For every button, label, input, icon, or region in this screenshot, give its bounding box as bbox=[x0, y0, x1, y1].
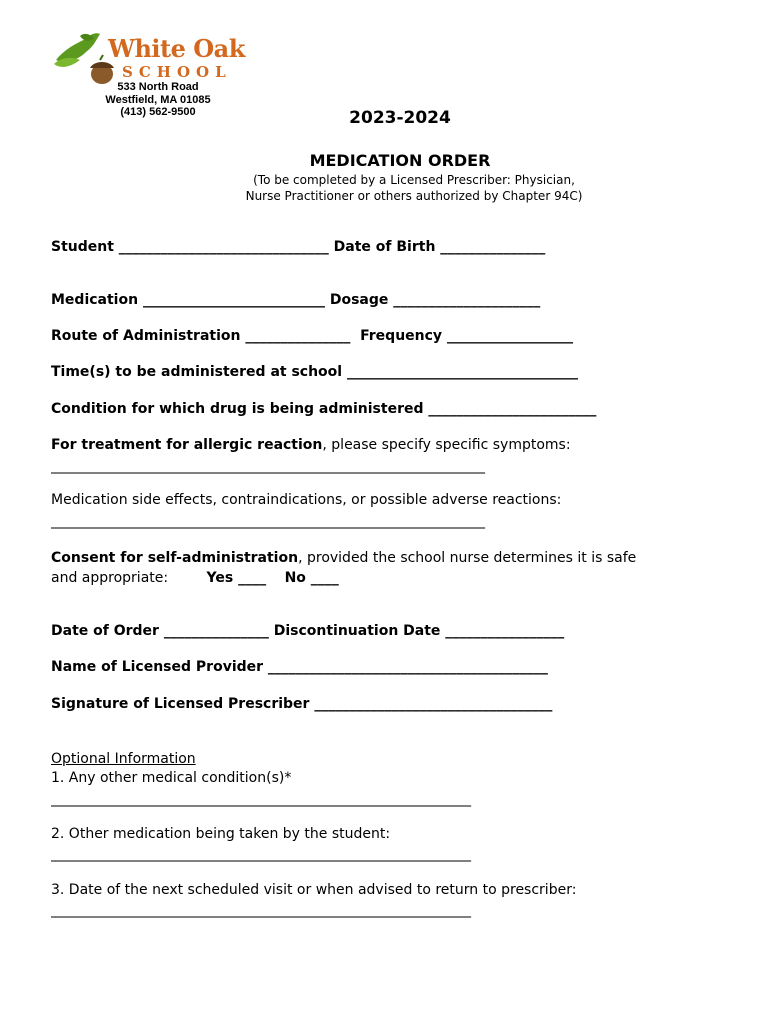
optional-item-2-field[interactable]: ____________________________________________________________ bbox=[51, 846, 471, 862]
school-year: 2023-2024 bbox=[349, 108, 451, 128]
order-date-field[interactable]: _______________ bbox=[163, 623, 269, 639]
condition-field[interactable]: ________________________ bbox=[428, 401, 597, 417]
optional-item-2: 2. Other medication being taken by the student: bbox=[51, 826, 391, 842]
route-field[interactable]: _______________ bbox=[245, 328, 351, 344]
order-date-label: Date of Order bbox=[51, 623, 159, 639]
provider-row bbox=[51, 659, 548, 675]
medication-label: Medication bbox=[51, 292, 139, 308]
times-label: Time(s) to be administered at school bbox=[51, 364, 343, 380]
provider-field[interactable]: ________________________________________ bbox=[267, 659, 548, 675]
medication-row bbox=[51, 292, 540, 308]
optional-item-1: 1. Any other medical condition(s)* bbox=[51, 770, 292, 786]
logo-text-school: SCHOOL bbox=[122, 63, 232, 81]
allergic-label-rest: , please specify specific symptoms: bbox=[322, 437, 571, 453]
consent-yes-field[interactable]: Yes ____ bbox=[206, 570, 267, 586]
logo-text-white-oak: White Oak bbox=[108, 34, 245, 63]
condition-label: Condition for which drug is being administered bbox=[51, 401, 424, 417]
signature-label: Signature of Licensed Prescriber bbox=[51, 696, 310, 712]
dob-field[interactable]: _______________ bbox=[440, 239, 546, 255]
form-subtitle-line-1: (To be completed by a Licensed Prescriber: Physician, bbox=[253, 173, 575, 187]
consent-label-rest: , provided the school nurse determines it is safe bbox=[298, 550, 637, 566]
consent-label: Consent for self-administration bbox=[51, 550, 299, 566]
allergic-label: For treatment for allergic reaction bbox=[51, 437, 323, 453]
consent-row-2 bbox=[51, 570, 339, 586]
signature-field[interactable]: __________________________________ bbox=[314, 696, 553, 712]
route-label: Route of Administration bbox=[51, 328, 241, 344]
medication-field[interactable]: __________________________ bbox=[142, 292, 325, 308]
address-line-2: Westfield, MA 01085 bbox=[105, 94, 211, 106]
consent-label-line2: and appropriate: bbox=[51, 570, 169, 586]
condition-row bbox=[51, 401, 596, 417]
dob-label: Date of Birth bbox=[333, 239, 436, 255]
side-effects-field[interactable]: ______________________________________________________________ bbox=[51, 513, 485, 529]
order-date-row bbox=[51, 623, 564, 639]
discontinuation-field[interactable]: _________________ bbox=[445, 623, 565, 639]
address-line-1: 533 North Road bbox=[117, 81, 199, 93]
times-row bbox=[51, 364, 578, 380]
frequency-field[interactable]: __________________ bbox=[446, 328, 573, 344]
side-effects-label: Medication side effects, contraindications, or possible adverse reactions: bbox=[51, 492, 562, 508]
form-subtitle-line-2: Nurse Practitioner or others authorized by Chapter 94C) bbox=[245, 189, 583, 203]
dosage-label: Dosage bbox=[329, 292, 389, 308]
times-field[interactable]: _________________________________ bbox=[346, 364, 578, 380]
form-title: MEDICATION ORDER bbox=[309, 151, 491, 170]
frequency-label: Frequency bbox=[360, 328, 443, 344]
signature-row bbox=[51, 696, 552, 712]
optional-heading: Optional Information bbox=[51, 751, 196, 767]
allergic-row bbox=[51, 437, 571, 453]
optional-item-3: 3. Date of the next scheduled visit or when advised to return to prescriber: bbox=[51, 882, 577, 898]
provider-label: Name of Licensed Provider bbox=[51, 659, 264, 675]
allergic-field[interactable]: ______________________________________________________________ bbox=[51, 458, 485, 474]
consent-row bbox=[51, 550, 636, 566]
optional-item-1-field[interactable]: ____________________________________________________________ bbox=[51, 791, 471, 807]
student-label: Student bbox=[51, 239, 114, 255]
student-field[interactable]: ______________________________ bbox=[118, 239, 329, 255]
student-row bbox=[51, 239, 545, 255]
address-phone: (413) 562-9500 bbox=[120, 106, 196, 118]
dosage-field[interactable]: _____________________ bbox=[393, 292, 541, 308]
discontinuation-label: Discontinuation Date bbox=[273, 623, 441, 639]
consent-no-field[interactable]: No ____ bbox=[284, 570, 339, 586]
optional-item-3-field[interactable]: ____________________________________________________________ bbox=[51, 902, 471, 918]
route-row bbox=[51, 328, 573, 344]
